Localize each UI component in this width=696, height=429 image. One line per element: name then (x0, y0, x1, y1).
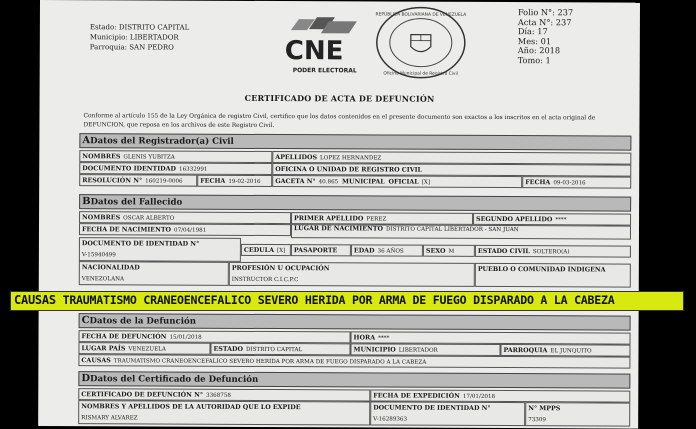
birth-place-cell (291, 224, 631, 239)
seal-top-text: REPÚBLICA BOLIVARIANA DE VENEZUELA (376, 10, 467, 17)
field-label: SEGUNDO APELLIDO (476, 216, 552, 223)
cedula-cell (241, 244, 291, 256)
mpps-number: 73309 (528, 417, 546, 423)
field-label: OFICINA O UNIDAD DE REGISTRO CIVIL (275, 166, 422, 174)
section-title: Datos del Registrador(a) Civil (90, 136, 234, 147)
section-c-header (79, 313, 631, 330)
record-header (518, 8, 573, 66)
occupation: INSTRUCTOR C.I.C.P.C (232, 277, 299, 283)
tomo-line: Tomo: 1 (518, 56, 573, 66)
field-label: CEDULA (244, 247, 274, 254)
parroquia-line: Parroquia: SAN PEDRO (90, 42, 189, 52)
anio-line: Año: 2018 (518, 46, 573, 56)
gazette-cell (272, 175, 522, 188)
field-label: DOCUMENTO DE IDENTIDAD N° (82, 240, 199, 248)
mes-line: Mes: 01 (518, 37, 573, 47)
issue-date: 17/01/2018 (463, 394, 495, 400)
death-hour: **** (378, 335, 389, 341)
registrar-id-cell (79, 162, 272, 175)
certificate-number: 3368758 (206, 393, 231, 399)
field-label: LUGAR PAÍS (81, 345, 125, 352)
birth-date-cell (79, 223, 291, 236)
section-letter: B (82, 196, 91, 207)
civil-status: SOLTERO(A) (533, 249, 570, 255)
banner-text: TRAUMATISMO CRANEOENCEFALICO SEVERO HERIDA POR ARMA DE FUEGO DISPARADO A LA CABEZA (63, 293, 615, 307)
resolution-date-cell (197, 175, 272, 187)
passport-cell (291, 244, 351, 256)
field-label: FECHA (200, 178, 225, 185)
field-label: PRIMER APELLIDO (294, 215, 363, 222)
registrar-names: GLENIS YUBITZA (123, 154, 174, 160)
field-label: PROFESIÓN U OCUPACIÓN (232, 265, 330, 272)
section-letter: A (82, 135, 90, 146)
sex: M (449, 249, 455, 255)
section-letter: D (81, 373, 90, 384)
authority-cell (78, 400, 370, 425)
municipality: LIBERTADOR (399, 348, 438, 354)
field-label: LUGAR DE NACIMIENTO (294, 225, 383, 232)
second-surname: **** (555, 217, 566, 223)
sex-cell (423, 245, 475, 257)
issue-date-cell (370, 389, 630, 402)
authority-id: V-16289363 (373, 416, 407, 422)
gazette-date: 09-03-2016 (553, 180, 585, 186)
occupation-cell (229, 262, 475, 287)
field-label: CAUSAS (81, 357, 110, 364)
field-label: EDAD (354, 247, 375, 254)
field-label: ESTADO (213, 346, 243, 353)
section-title: Datos de la Defunción (90, 316, 196, 326)
state: DISTRITO CAPITAL (246, 347, 302, 353)
location-header (90, 22, 189, 52)
field-label: NOMBRES (82, 153, 120, 160)
official-mark: [X] (422, 180, 430, 186)
deceased-id-cell (79, 237, 241, 262)
field-label: DOCUMENTO DE IDENTIDAD N° (373, 404, 490, 412)
field-label: NOMBRES Y APELLIDOS DE LA AUTORIDAD QUE LO EXPIDE (81, 403, 300, 411)
field-label: FECHA DE EXPEDICIÓN (373, 392, 460, 399)
civil-status-cell (475, 245, 631, 258)
authority-id-cell (370, 401, 525, 426)
birth-date: 07/04/1981 (174, 228, 206, 234)
certificate-sheet (38, 0, 640, 429)
dia-line: Día: 17 (518, 27, 573, 37)
highlighted-causes-banner (10, 291, 684, 311)
field-label: DOCUMENTO IDENTIDAD (82, 165, 176, 172)
registrar-id: 16332991 (179, 167, 208, 173)
municipality-cell (350, 343, 500, 356)
field-label: NACIONALIDAD (82, 264, 140, 271)
document-title: CERTIFICADO DE ACTA DE DEFUNCIÓN (40, 92, 640, 105)
field-label: ESTADO CIVIL (478, 248, 530, 255)
causes: TRAUMATISMO CRANEOENCEFALICO SEVERO HERIDA POR ARMA DE FUEGO DISPARADO A LA CABEZA (114, 358, 426, 365)
field-label: PASAPORTE (294, 247, 337, 254)
country: VENEZUELA (128, 346, 166, 352)
authority-name: RISMARY ALVAREZ (81, 415, 138, 421)
section-d-header (78, 371, 630, 388)
folio-line: Folio N°: 237 (518, 8, 573, 18)
resolution-date: 19-02-2016 (228, 179, 260, 185)
field-label: GACETA N° (275, 178, 315, 185)
gazette-date-cell (522, 176, 631, 188)
section-a-header (79, 133, 631, 150)
seal-bottom-text: Oficina Municipal de Registro Civil (383, 70, 458, 76)
field-label: PUEBLO O COMUNIDAD INDIGENA (478, 266, 606, 274)
field-label: SEXO (426, 248, 446, 255)
nationality: VENEZOLANA (82, 276, 124, 282)
section-letter: C (82, 315, 90, 326)
field-label: APELLIDOS (275, 154, 317, 161)
parish-cell (500, 344, 630, 357)
estado-line: Estado: DISTRITO CAPITAL (90, 22, 189, 32)
intro-paragraph: Conforme al artículo 155 de la Ley Orgánica de registro Civil, certifico que los datos contenidos en el presente documento son exactos a los inscritos en el acta original de DEFUNCION, que reposa en los archivos de este Registro Civil. (83, 112, 633, 132)
field-label: HORA (354, 334, 376, 341)
resolution-cell (79, 174, 197, 187)
banner-label: CAUSAS (14, 293, 56, 307)
section-b-header (79, 194, 631, 211)
poder-electoral-text: PODER ELECTORAL (293, 67, 357, 74)
second-surname-cell (473, 213, 631, 226)
nationality-cell (79, 261, 229, 286)
registrar-surnames: LOPEZ HERNANDEZ (320, 155, 381, 161)
cedula-mark: [X] (277, 248, 285, 254)
deceased-names: OSCAR ALBERTO (123, 215, 174, 221)
field-label: FECHA (525, 179, 550, 186)
acta-line: Acta N°: 237 (518, 18, 573, 28)
cne-logo-text: CNE (285, 36, 344, 66)
country-cell (78, 342, 210, 355)
death-date: 15/01/2018 (169, 335, 201, 341)
indigenous-cell (475, 263, 631, 288)
section-title: Datos del Certificado de Defunción (90, 374, 258, 385)
field-label: OFICIAL (389, 179, 419, 186)
birth-place: DISTRITO CAPITAL LIBERTADOR - SAN JUAN (386, 227, 519, 234)
field-label: N° MPPS (528, 405, 560, 412)
age: 36 AÑOS (378, 248, 404, 254)
state-cell (210, 343, 350, 356)
causes-cell (78, 354, 630, 368)
section-title: Datos del Fallecido (91, 197, 183, 207)
parish: EL JUNQUITO (550, 348, 591, 354)
registry-seal (375, 4, 467, 80)
deceased-names-cell (79, 211, 291, 224)
age-cell (351, 244, 423, 256)
field-label: MUNICIPIO (353, 346, 395, 353)
field-label: FECHA DE DEFUNCIÓN (82, 333, 167, 340)
first-surname-cell (291, 212, 473, 225)
field-label: CERTIFICADO DE DEFUNCIÓN N° (81, 391, 203, 399)
first-surname: PEREZ (366, 216, 386, 222)
cne-logo (265, 15, 360, 80)
field-label: PARROQUIA (503, 347, 547, 354)
mpps-cell (525, 402, 630, 426)
gazette-number: 40.865 (319, 179, 339, 185)
resolution-number: 160219-0006 (145, 178, 183, 184)
field-label: NOMBRES (82, 214, 120, 221)
field-label: FECHA DE NACIMIENTO (82, 226, 171, 233)
field-label: RESOLUCIÓN N° (82, 177, 142, 184)
registrar-names-cell (79, 150, 272, 163)
municipio-line: Municipio: LIBERTADOR (90, 32, 189, 42)
field-label: MUNICIPAL (342, 178, 385, 185)
deceased-id: V-15940499 (82, 252, 116, 258)
